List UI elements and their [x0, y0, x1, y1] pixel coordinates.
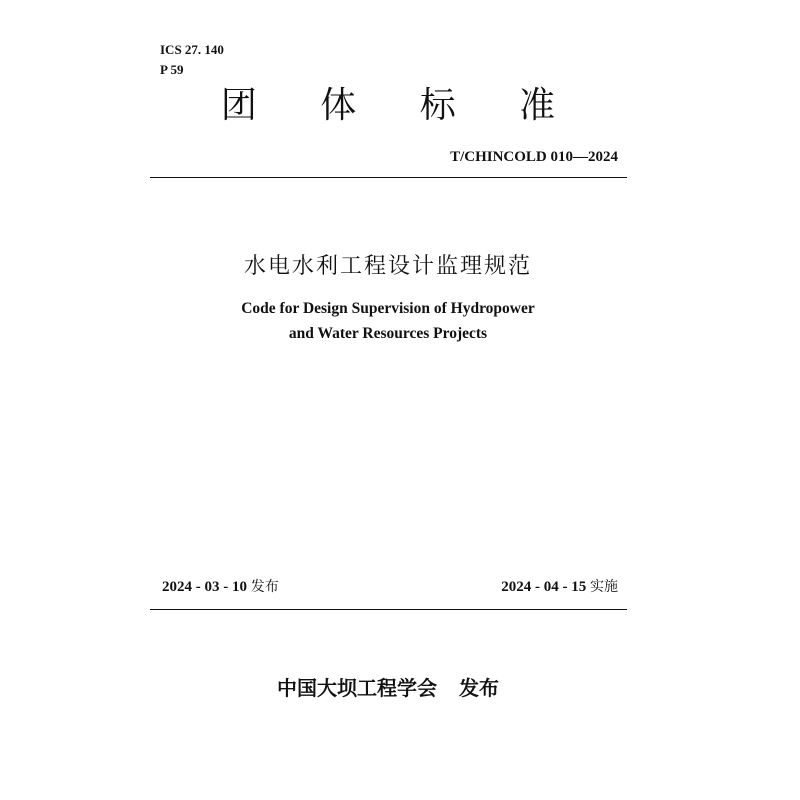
implement-label: 实施: [590, 579, 618, 595]
issue-date: 2024 - 03 - 10: [162, 579, 247, 595]
issue-label: 发布: [250, 579, 279, 595]
ccs-code: P 59: [160, 62, 184, 77]
issue-date-block: [162, 576, 279, 596]
standard-number: T/CHINCOLD 010—2024: [450, 149, 618, 165]
english-title-line-2: and Water Resources Projects: [288, 325, 488, 342]
implement-date: 2024 - 04 - 15: [501, 579, 587, 595]
classification-codes: [160, 40, 224, 80]
publisher-line: [150, 672, 626, 701]
english-title-line-1: Code for Design Supervision of Hydropower: [241, 300, 535, 317]
ics-code: ICS 27. 140: [160, 42, 224, 57]
english-title: [150, 296, 626, 346]
chinese-title: 水电水利工程设计监理规范: [243, 254, 532, 279]
standard-type-heading: 团 体 标 准: [220, 85, 582, 126]
publisher-name: 中国大坝工程学会: [277, 676, 437, 700]
bottom-divider: [150, 609, 627, 610]
implement-date-block: [501, 576, 618, 596]
publisher-action: 发布: [459, 676, 499, 700]
top-divider: [150, 177, 627, 178]
